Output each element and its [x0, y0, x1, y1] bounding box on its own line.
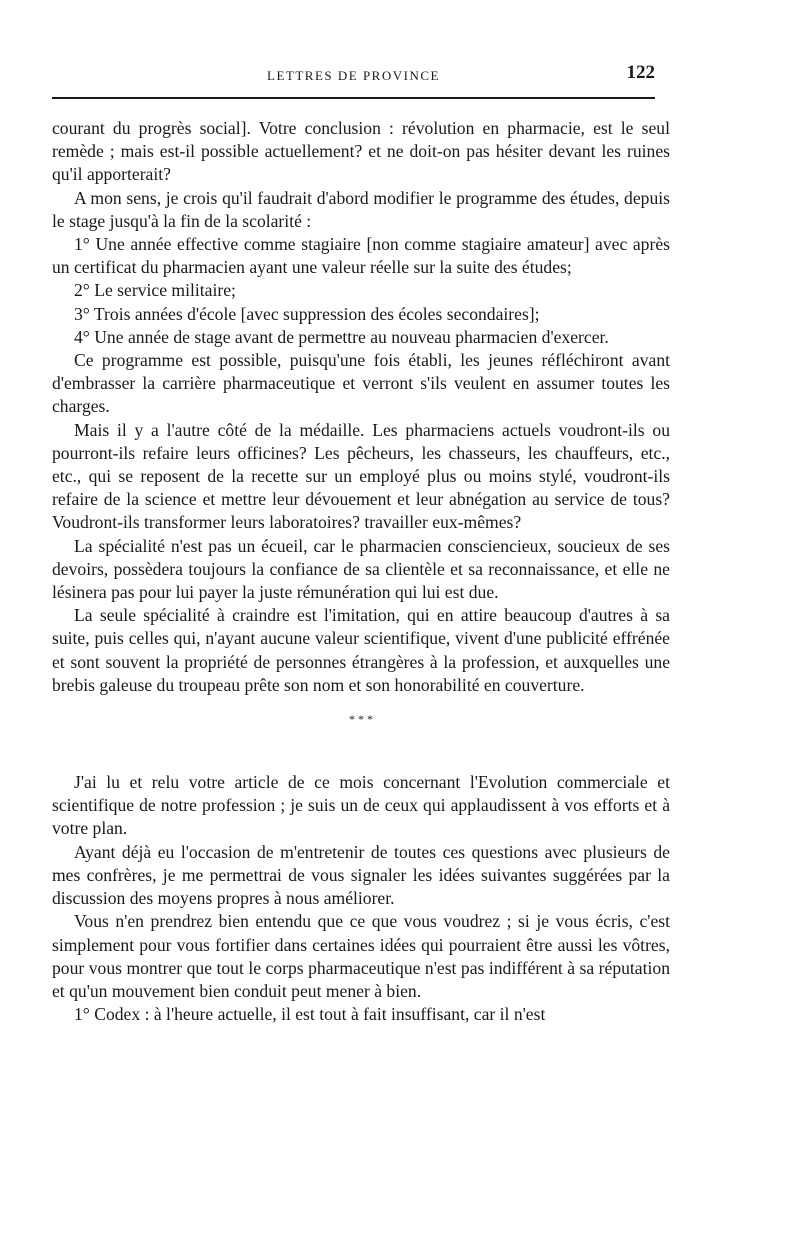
paragraph: J'ai lu et relu votre article de ce mois concernant l'Evolution commerciale et scientifique de notre profession ; je suis un de ceux qui applaudissent à vos efforts et à votre plan. — [52, 772, 670, 839]
paragraph: Ce programme est possible, puisqu'une fois établi, les jeunes réfléchiront avant d'embrasser la carrière pharmaceutique et verront s'ils veulent en assumer toutes les charges. — [52, 350, 670, 417]
paragraph: Mais il y a l'autre côté de la médaille. Les pharmaciens actuels voudront-ils ou pourront-ils refaire leurs officines? Les pêcheurs, les chasseurs, les chauffeurs, etc., etc., qui se reposent de la recette sur un employé plus ou moins stylé, voudront-ils refaire de la science et mettre leur dévouement et leur abnégation au service de tous? Voudront-ils transformer leurs laboratoires? travailler eux-mêmes? — [52, 419, 670, 533]
list-item: 1° Codex : à l'heure actuelle, il est tout à fait insuffisant, car il n'est — [74, 1004, 546, 1025]
section-separator: * * * — [349, 712, 373, 727]
paragraph: La spécialité n'est pas un écueil, car le pharmacien consciencieux, soucieux de ses devoirs, possèdera toujours la confiance de sa clientèle et sa reconnaissance, et elle ne lésinera pas pour lui payer la juste rémunération qui lui est due. — [52, 535, 670, 603]
paragraph: La seule spécialité à craindre est l'imitation, qui en attire beaucoup d'autres à sa suite, puis celles qui, n'ayant aucune valeur scientifique, vivent d'une publicité effrénée et sont souvent la propriété de personnes étrangères à la profession, et auxquelles une brebis galeuse du troupeau prête son nom et son honorabilité en couverture. — [52, 605, 670, 695]
running-header — [52, 62, 655, 86]
list-item: 2° Le service militaire; — [74, 280, 236, 301]
running-title: LETTRES DE PROVINCE — [267, 68, 440, 83]
list-item: 1° Une année effective comme stagiaire [non comme stagiaire amateur] avec après un certificat du pharmacien ayant une valeur réelle sur la suite des études; — [52, 234, 670, 278]
paragraph: A mon sens, je crois qu'il faudrait d'abord modifier le programme des études, depuis le stage jusqu'à la fin de la scolarité : — [52, 187, 670, 231]
body-text — [52, 117, 670, 1026]
header-rule — [52, 97, 655, 99]
paragraph: Ayant déjà eu l'occasion de m'entretenir de toutes ces questions avec plusieurs de mes confrères, je me permettrai de vous signaler les idées suivantes suggérées par la discussion des moyens propres à nous améliorer. — [52, 841, 670, 909]
page-number: 122 — [626, 62, 655, 83]
paragraph: Vous n'en prendrez bien entendu que ce que vous voudrez ; si je vous écris, c'est simplement pour vous fortifier dans certaines idées qui pourraient être aussi les vôtres, pour vous montrer que tout le corps pharmaceutique n'est pas indifférent à sa réputation et qu'un mouvement bien conduit peut mener à bien. — [52, 911, 670, 1001]
paragraph: courant du progrès social]. Votre conclusion : révolution en pharmacie, est le seul remède ; mais est-il possible actuellement? et ne doit-on pas hésiter devant les ruines qu'il apporterait? — [52, 118, 670, 185]
list-item: 3° Trois années d'école [avec suppression des écoles secondaires]; — [74, 303, 540, 324]
list-item: 4° Une année de stage avant de permettre au nouveau pharmacien d'exercer. — [74, 326, 609, 347]
